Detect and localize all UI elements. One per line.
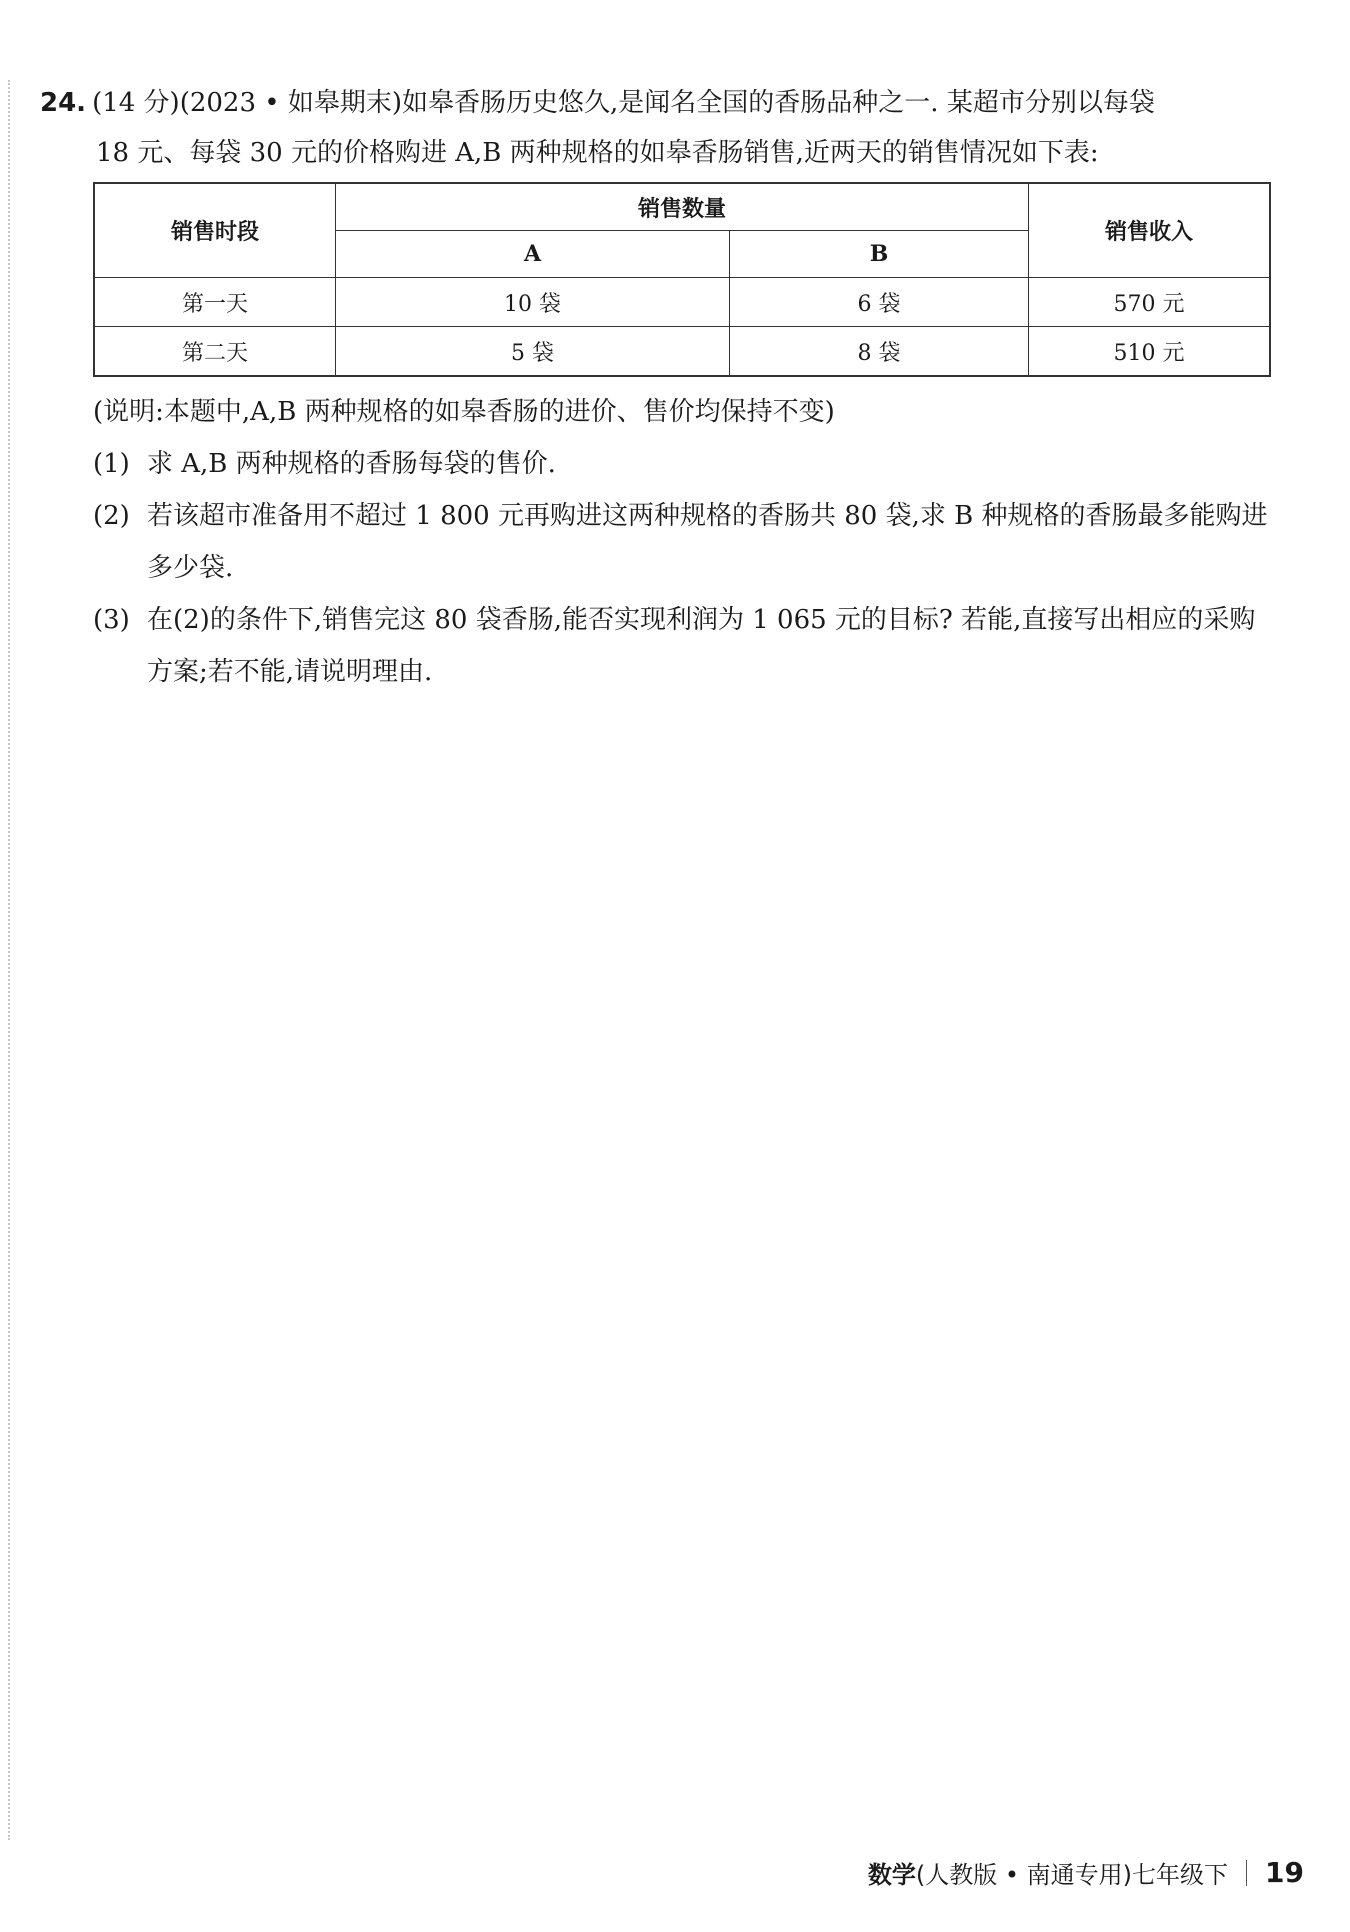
cell-income: 510 元 <box>1029 327 1271 377</box>
page-footer <box>868 1855 1304 1890</box>
cell-a: 5 袋 <box>336 327 730 377</box>
header-a: A <box>336 231 730 278</box>
part-label: (2) <box>93 501 130 531</box>
question-line-2: 18 元、每袋 30 元的价格购进 A,B 两种规格的如皋香肠销售,近两天的销售情况如下表: <box>96 138 1099 168</box>
question-stem-1: (14 分)(2023 • 如皋期末)如皋香肠历史悠久,是闻名全国的香肠品种之一. 某超市分别以每袋 <box>92 88 1155 118</box>
part-text: 求 A,B 两种规格的香肠每袋的售价. <box>147 449 556 479</box>
cell-income: 570 元 <box>1029 278 1271 327</box>
edition: (人教版 • 南通专用)七年级下 <box>915 1861 1229 1889</box>
cell-period: 第一天 <box>94 278 336 327</box>
sales-table <box>93 182 1271 377</box>
part-3 <box>93 594 1273 698</box>
cell-b: 6 袋 <box>730 278 1029 327</box>
part-1 <box>93 438 1273 490</box>
cell-b: 8 袋 <box>730 327 1029 377</box>
part-text: 在(2)的条件下,销售完这 80 袋香肠,能否实现利润为 1 065 元的目标? 若能,直接写出相应的采购方案;若不能,请说明理由. <box>147 605 1256 687</box>
footer-divider <box>1246 1860 1247 1886</box>
header-period: 销售时段 <box>94 183 336 278</box>
table-row <box>94 278 1270 327</box>
page-number: 19 <box>1265 1856 1304 1889</box>
part-label: (3) <box>93 605 130 635</box>
cell-period: 第二天 <box>94 327 336 377</box>
header-b: B <box>730 231 1029 278</box>
part-label: (1) <box>93 449 130 479</box>
question-24 <box>40 78 1270 178</box>
question-line-1 <box>40 78 1270 128</box>
cell-a: 10 袋 <box>336 278 730 327</box>
question-body <box>93 386 1273 698</box>
subject: 数学 <box>867 1861 916 1889</box>
table-row <box>94 327 1270 377</box>
header-quantity: 销售数量 <box>336 183 1029 231</box>
header-income: 销售收入 <box>1029 183 1271 278</box>
note: (说明:本题中,A,B 两种规格的如皋香肠的进价、售价均保持不变) <box>93 397 835 427</box>
question-number: 24. <box>40 88 87 118</box>
book-title <box>868 1855 1228 1890</box>
part-text: 若该超市准备用不超过 1 800 元再购进这两种规格的香肠共 80 袋,求 B 种规格的香肠最多能购进多少袋. <box>147 501 1268 583</box>
part-2 <box>93 490 1273 594</box>
margin-dotted-line <box>8 80 10 1840</box>
